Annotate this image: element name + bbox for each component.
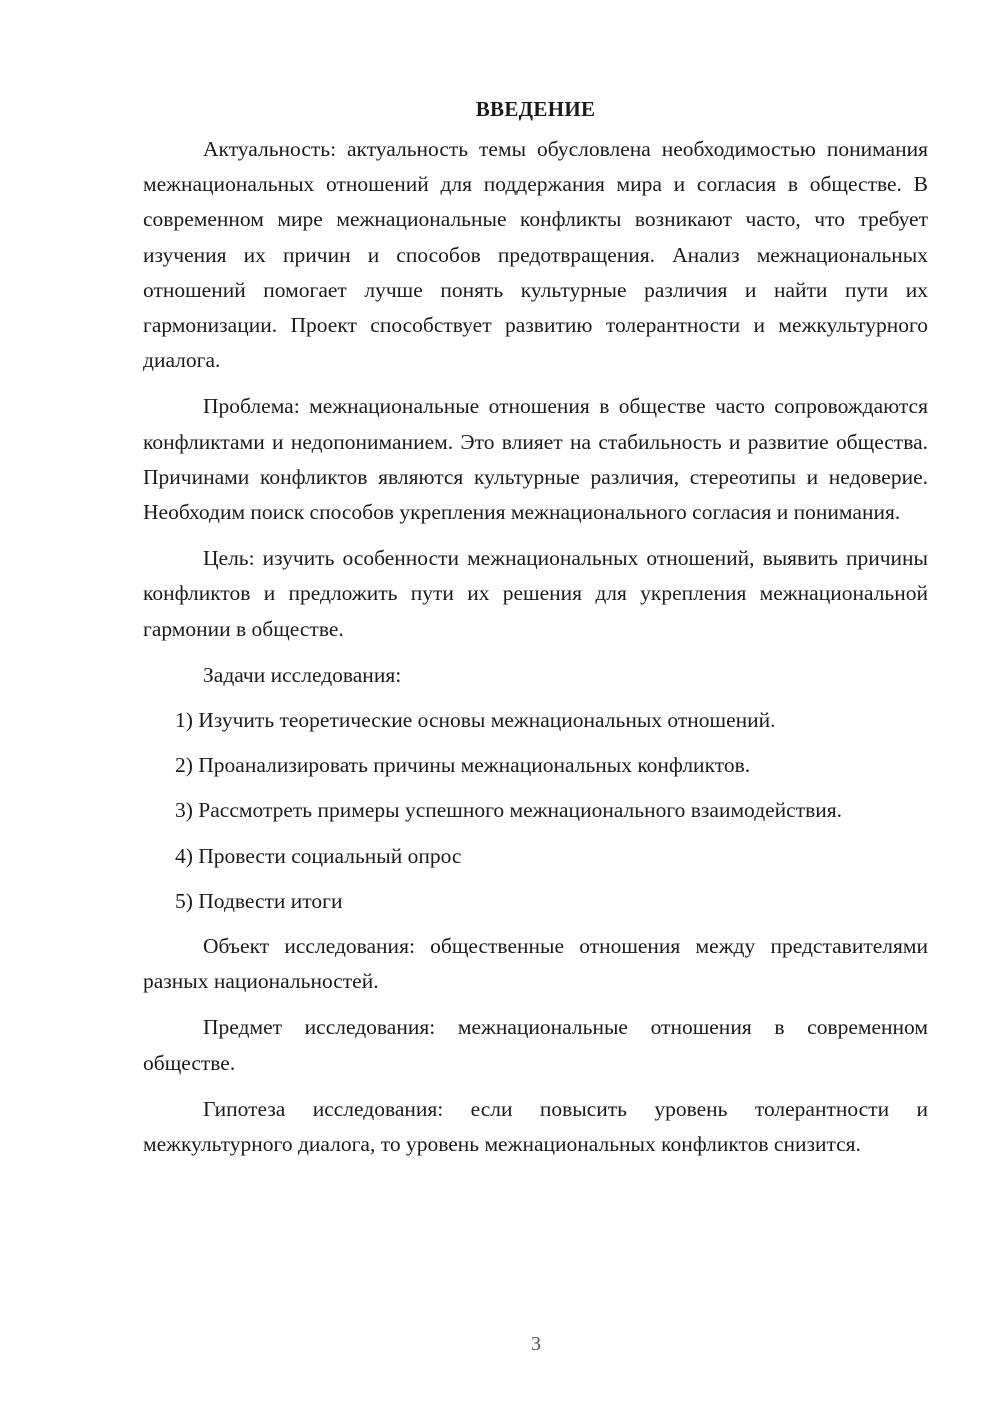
goal-paragraph: Цель: изучить особенности межнациональных отношений, выявить причины конфликтов и предложить пути их решения для укрепления межнациональной гармонии в обществе. <box>143 546 928 641</box>
document-page <box>143 92 928 1173</box>
task-item-1: 1) Изучить теоретические основы межнациональных отношений. <box>175 708 776 733</box>
problem-paragraph: Проблема: межнациональные отношения в обществе часто сопровождаются конфликтами и недопониманием. Это влияет на стабильность и развитие общества. Причинами конфликтов являются культурные различия, стереотипы и недоверие. Необходим поиск способов укрепления межнационального согласия и понимания. <box>143 394 928 525</box>
section-title: ВВЕДЕНИЕ <box>475 97 596 121</box>
subject-paragraph: Предмет исследования: межнациональные отношения в современном обществе. <box>143 1015 928 1075</box>
page-number: 3 <box>531 1333 541 1355</box>
task-item-2: 2) Проанализировать причины межнациональных конфликтов. <box>175 753 751 778</box>
hypothesis-paragraph: Гипотеза исследования: если повысить уровень толерантности и межкультурного диалога, то уровень межнациональных конфликтов снизится. <box>143 1096 928 1157</box>
object-paragraph: Объект исследования: общественные отношения между представителями разных национальностей. <box>143 934 928 994</box>
tasks-heading: Задачи исследования: <box>203 662 402 687</box>
task-item-3: 3) Рассмотреть примеры успешного межнационального взаимодействия. <box>175 798 843 823</box>
task-item-5: 5) Подвести итоги <box>175 888 343 913</box>
task-item-4: 4) Провести социальный опрос <box>175 843 462 868</box>
relevance-paragraph: Актуальность: актуальность темы обусловлена необходимостью понимания межнациональных отношений для поддержания мира и согласия в обществе. В современном мире межнациональные конфликты возникают часто, что требует изучения их причин и способов предотвращения. Анализ межнациональных отношений помогает лучше понять культурные различия и найти пути их гармонизации. Проект способствует развитию толерантности и межкультурного диалога. <box>143 137 928 373</box>
